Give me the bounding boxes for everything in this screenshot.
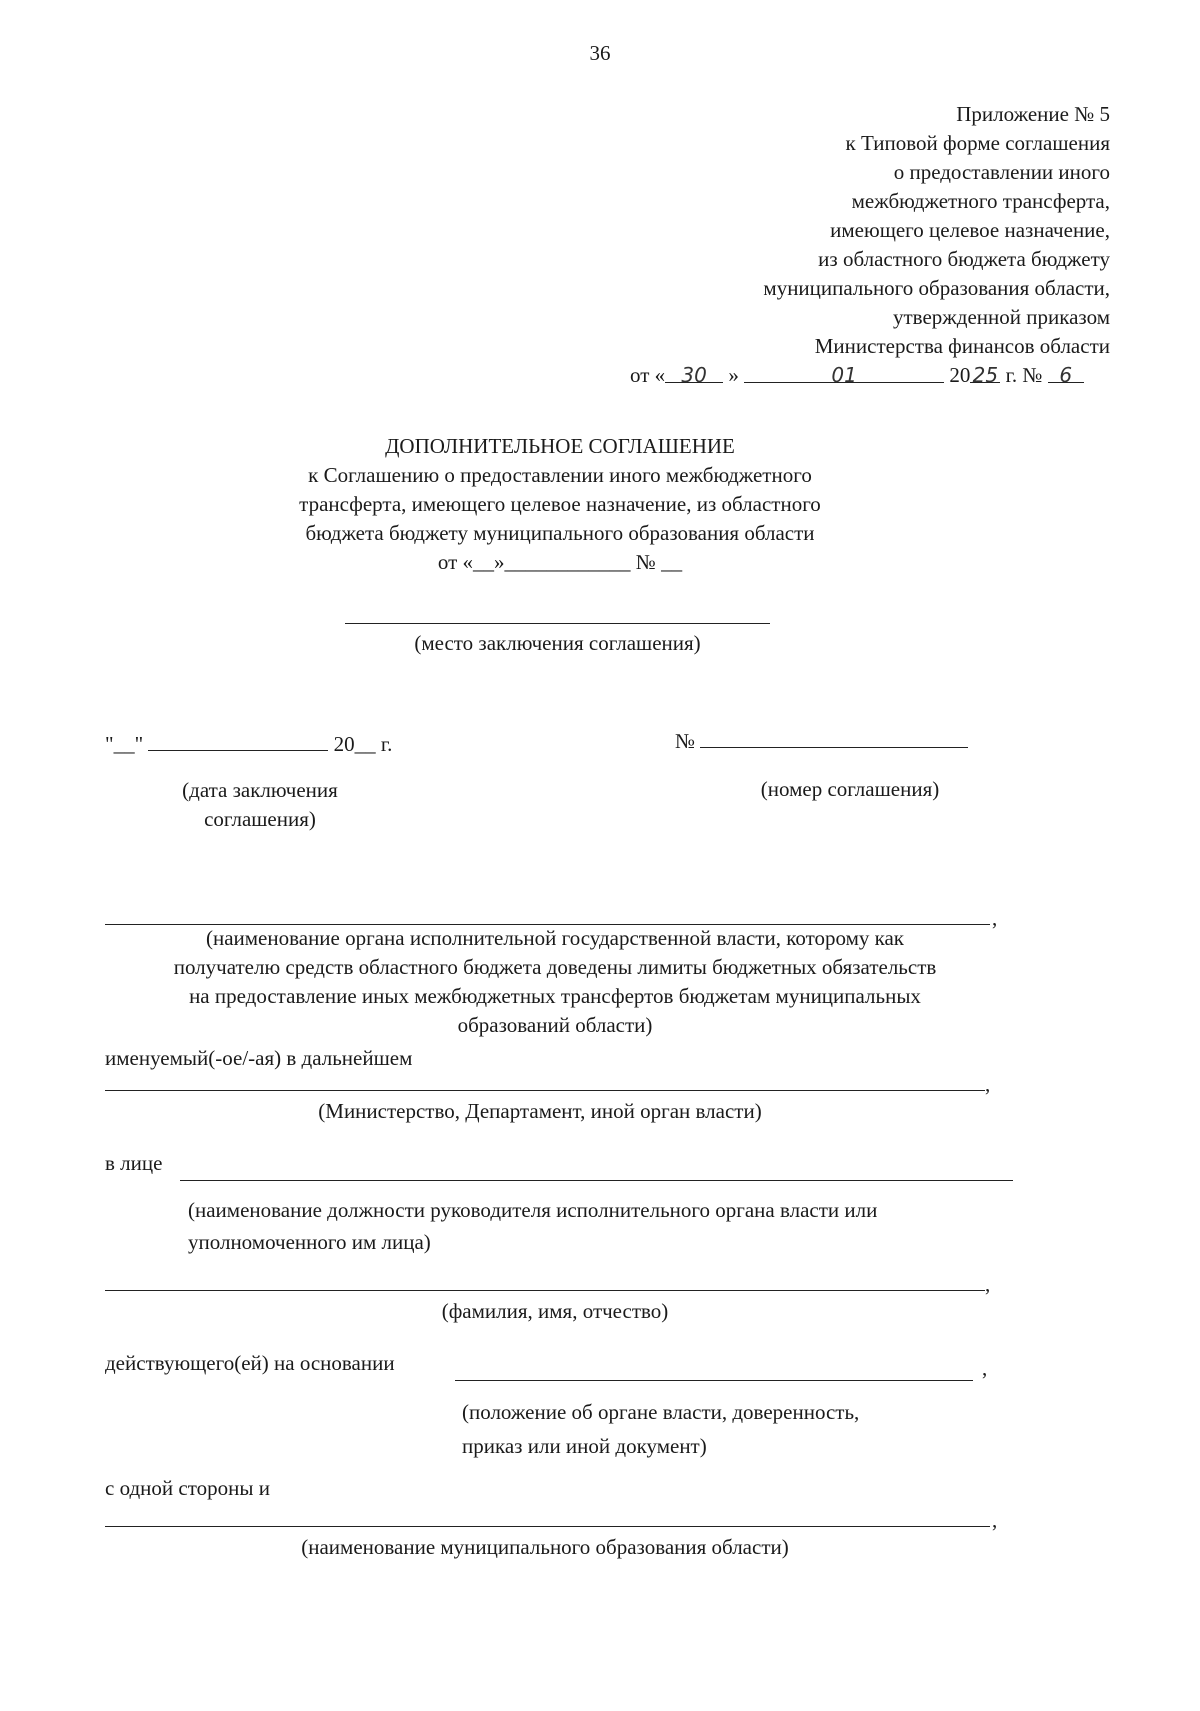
place-line <box>345 623 770 624</box>
handwritten-order-number: 6 <box>1059 363 1073 387</box>
appendix-line: Министерства финансов области <box>814 334 1110 358</box>
handwritten-year: 25 <box>972 363 999 387</box>
referred-as-label: именуемый(-ое/-ая) в дальнейшем <box>105 1046 413 1070</box>
appendix-date-line <box>630 362 1120 389</box>
title-date-line: от «__»____________ № __ <box>437 550 683 574</box>
basis-caption-line: приказ или иной документ) <box>462 1434 707 1458</box>
organ-caption-line: (наименование органа исполнительной государственной власти, которому как <box>205 926 905 950</box>
comma: , <box>982 1356 988 1380</box>
organ-caption-line: получателю средств областного бюджета доведены лимиты бюджетных обязательств <box>173 955 937 979</box>
date-year: 20__ г. <box>333 732 393 756</box>
person-label: в лице <box>105 1151 163 1175</box>
date-day-blank: "__" <box>105 732 144 756</box>
document-heading: ДОПОЛНИТЕЛЬНОЕ СОГЛАШЕНИЕ <box>385 434 735 458</box>
handwritten-month: 01 <box>831 363 857 387</box>
year-label: г. № <box>1005 363 1043 387</box>
position-caption <box>188 1194 1018 1258</box>
appendix-line: из областного бюджета бюджету <box>818 247 1110 271</box>
basis-caption <box>462 1395 982 1463</box>
organ-caption-line: на предоставление иных межбюджетных трансфертов бюджетам муниципальных <box>189 984 921 1008</box>
number-line <box>700 727 968 748</box>
title-line: к Соглашению о предоставлении иного межбюджетного <box>308 463 812 487</box>
handwritten-day: 30 <box>681 363 707 387</box>
appendix-line: к Типовой форме соглашения <box>845 131 1110 155</box>
ministry-line <box>105 1090 985 1091</box>
appendix-line: имеющего целевое назначение, <box>830 218 1110 242</box>
appendix-line: Приложение № 5 <box>956 102 1110 126</box>
position-caption-line: уполномоченного им лица) <box>188 1230 431 1254</box>
number-field <box>675 727 968 755</box>
comma: , <box>992 906 998 930</box>
date-caption-line: (дата заключения <box>182 778 338 802</box>
acting-label: действующего(ей) на основании <box>105 1351 395 1375</box>
appendix-line: межбюджетного трансферта, <box>851 189 1110 213</box>
date-month-line <box>148 730 328 751</box>
date-field <box>105 730 392 758</box>
number-caption: (номер соглашения) <box>760 777 940 801</box>
number-sign: № <box>675 729 696 753</box>
year-prefix: 20 <box>949 363 971 387</box>
fio-caption: (фамилия, имя, отчество) <box>441 1299 669 1323</box>
organ-caption <box>105 924 1005 1040</box>
organ-caption-line: образований области) <box>457 1013 653 1037</box>
place-caption: (место заключения соглашения) <box>414 631 701 655</box>
basis-line <box>455 1380 973 1381</box>
title-line: трансферта, имеющего целевое назначение, из областного <box>299 492 821 516</box>
one-side-label: с одной стороны и <box>105 1476 270 1500</box>
quote-close: » <box>728 363 739 387</box>
comma: , <box>992 1508 998 1532</box>
comma: , <box>985 1072 991 1096</box>
comma: , <box>985 1272 991 1296</box>
date-caption <box>150 776 370 834</box>
date-caption-line: соглашения) <box>204 807 316 831</box>
title-block <box>200 432 920 577</box>
position-line <box>180 1180 1013 1181</box>
ministry-caption: (Министерство, Департамент, иной орган власти) <box>318 1099 762 1123</box>
position-caption-line: (наименование должности руководителя исполнительного органа власти или <box>188 1198 878 1222</box>
page-number: 36 <box>589 41 611 65</box>
municipality-caption: (наименование муниципального образования области) <box>301 1535 789 1559</box>
title-line: бюджета бюджету муниципального образования области <box>305 521 815 545</box>
appendix-line: муниципального образования области, <box>763 276 1110 300</box>
date-prefix: от « <box>630 363 666 387</box>
basis-caption-line: (положение об органе власти, доверенность, <box>462 1400 860 1424</box>
fio-line <box>105 1290 985 1291</box>
appendix-block <box>600 100 1110 361</box>
appendix-line: утвержденной приказом <box>892 305 1110 329</box>
appendix-line: о предоставлении иного <box>893 160 1110 184</box>
municipality-line <box>105 1526 990 1527</box>
